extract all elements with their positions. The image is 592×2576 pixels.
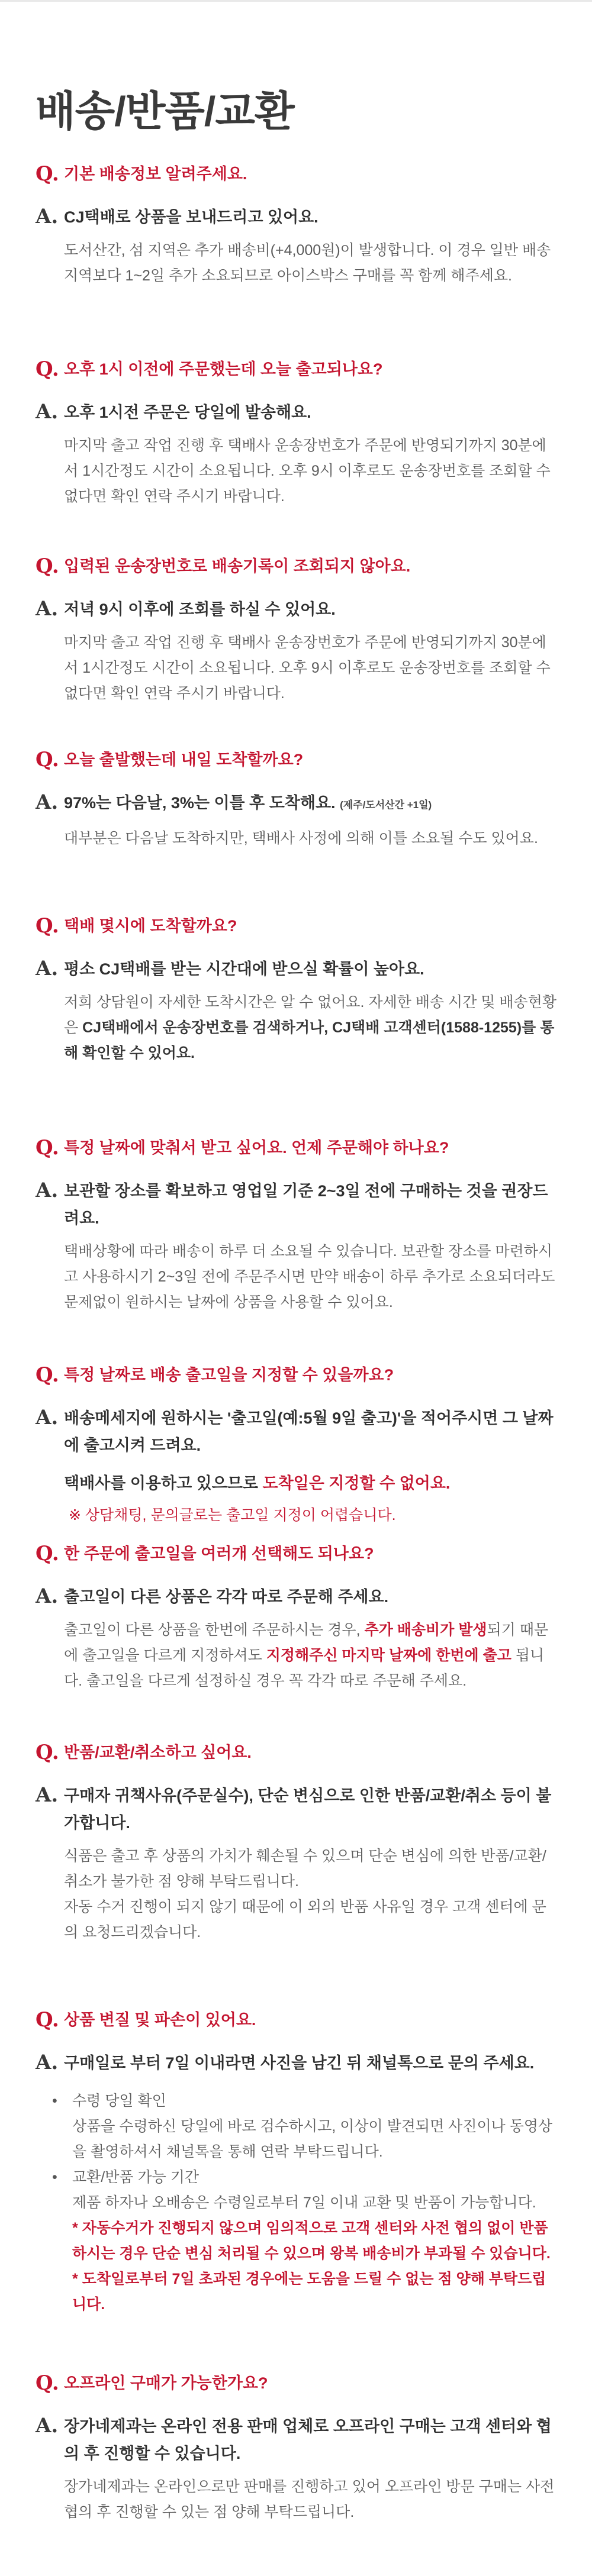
question-marker: Q. — [36, 1741, 59, 1764]
question-text: 오후 1시 이전에 주문했는데 오늘 출고되나요? — [64, 360, 383, 378]
faq-question — [36, 1739, 556, 1765]
question-marker: Q. — [36, 748, 59, 771]
faq-question — [36, 1541, 556, 1567]
answer-description: 식품은 출고 후 상품의 가치가 훼손될 수 있으며 단순 변심에 의한 반품/교환/취소가 불가한 점 양해 부탁드립니다. — [64, 1848, 546, 1890]
bullet-item — [52, 2165, 556, 2317]
question-marker: Q. — [36, 1542, 59, 1565]
answer-marker: A. — [36, 957, 59, 980]
answer-note: ※ 상담채팅, 문의글로는 출고일 지정이 어렵습니다. — [69, 1507, 396, 1523]
question-marker: Q. — [36, 1363, 59, 1387]
question-text: 특정 날짜로 배송 출고일을 지정할 수 있을까요? — [64, 1366, 394, 1384]
faq-question — [36, 553, 556, 579]
answer-heading: 구매일로 부터 7일 이내라면 사진을 남긴 뒤 채널톡으로 문의 주세요. — [64, 2054, 535, 2072]
answer-heading: 보관할 장소를 확보하고 영업일 기준 2~3일 전에 구매하는 것을 권장드려요. — [64, 1182, 548, 1227]
answer-heading-2: 택배사를 이용하고 있으므로 도착일은 지정할 수 없어요. — [64, 1474, 451, 1492]
answer-heading: CJ택배로 상품을 보내드리고 있어요. — [64, 208, 318, 226]
faq-question — [36, 913, 556, 939]
answer-description: 마지막 출고 작업 진행 후 택배사 운송장번호가 주문에 반영되기까지 30분에서 1시간정도 시간이 소요됩니다. 오후 9시 이후로도 운송장번호를 조회할 수 없다면 확인 연락 주시기 바랍니다. — [64, 634, 551, 702]
faq-item-return-exchange — [36, 1739, 556, 1945]
answer-heading: 출고일이 다른 상품은 각각 따로 주문해 주세요. — [64, 1588, 389, 1606]
faq-answer — [36, 955, 556, 1066]
question-marker: Q. — [36, 1136, 59, 1160]
answer-marker: A. — [36, 2414, 59, 2438]
faq-item-ship-date — [36, 1362, 556, 1528]
answer-description: 출고일이 다른 상품을 한번에 주문하시는 경우, 추가 배송비가 발생되기 때문에 출고일을 다르게 지정하셔도 지정해주신 마지막 날짜에 한번에 출고 됩니다. 출고일을 다르게 설정하실 경우 꼭 각각 따로 주문해 주세요. — [64, 1622, 549, 1689]
faq-question — [36, 161, 556, 187]
answer-heading: 장가네제과는 온라인 전용 판매 업체로 오프라인 구매는 고객 센터와 협의 후 진행할 수 있습니다. — [64, 2417, 552, 2462]
answer-description: 저희 상담원이 자세한 도착시간은 알 수 없어요. 자세한 배송 시간 및 배송현황은 CJ택배에서 운송장번호를 검색하거나, CJ택배 고객센터(1588-1255)를 통해 확인할 수 있어요. — [64, 994, 557, 1061]
faq-question — [36, 2370, 556, 2396]
faq-answer — [36, 1177, 556, 1315]
question-marker: Q. — [36, 357, 59, 381]
question-text: 상품 변질 및 파손이 있어요. — [64, 2011, 256, 2029]
faq-answer — [36, 1782, 556, 1945]
answer-description: 마지막 출고 작업 진행 후 택배사 운송장번호가 주문에 반영되기까지 30분에서 1시간정도 시간이 소요됩니다. 오후 9시 이후로도 운송장번호를 조회할 수 없다면 확인 연락 주시기 바랍니다. — [64, 437, 551, 505]
answer-heading: 배송메세지에 원하시는 '출고일(예:5월 9일 출고)'을 적어주시면 그 날짜에 출고시켜 드려요. — [64, 1409, 554, 1454]
question-marker: Q. — [36, 914, 59, 938]
answer-marker: A. — [36, 2051, 59, 2074]
answer-marker: A. — [36, 1406, 59, 1429]
question-marker: Q. — [36, 162, 59, 186]
faq-answer — [36, 399, 556, 509]
faq-answer — [36, 789, 556, 851]
question-marker: Q. — [36, 2371, 59, 2395]
answer-marker: A. — [36, 205, 59, 228]
faq-answer — [36, 2049, 556, 2077]
faq-item-tracking — [36, 553, 556, 706]
answer-marker: A. — [36, 1179, 59, 1202]
faq-answer — [36, 1405, 556, 1528]
faq-answer — [36, 1583, 556, 1694]
faq-answer — [36, 2413, 556, 2525]
question-text: 특정 날짜에 맞춰서 받고 싶어요. 언제 주문해야 하나요? — [64, 1139, 449, 1157]
faq-item-multiple-dates — [36, 1541, 556, 1694]
bullet-title: • 교환/반품 가능 기간 — [72, 2169, 200, 2186]
question-marker: Q. — [36, 554, 59, 578]
bullet-warning: * 자동수거가 진행되지 않으며 임의적으로 고객 센터와 사전 협의 없이 반품하시는 경우 단순 변심 처리될 수 있으며 왕복 배송비가 부과될 수 있습니다. — [72, 2220, 551, 2262]
page-title: 배송/반품/교환 — [36, 88, 294, 134]
faq-question — [36, 2007, 556, 2033]
answer-heading-note: (제주/도서산간 +1일) — [340, 799, 432, 811]
answer-bullet-list — [36, 2088, 556, 2317]
faq-item-same-day-shipping — [36, 356, 556, 509]
answer-description-2: 자동 수거 진행이 되지 않기 때문에 이 외의 반품 사유일 경우 고객 센터에 문의 요청드리겠습니다. — [64, 1899, 546, 1941]
bullet-description: 제품 하자나 오배송은 수령일로부터 7일 이내 교환 및 반품이 가능합니다. — [72, 2194, 536, 2211]
question-text: 입력된 운송장번호로 배송기록이 조회되지 않아요. — [64, 557, 411, 575]
answer-heading: 평소 CJ택배를 받는 시간대에 받으실 확률이 높아요. — [64, 960, 424, 978]
question-text: 기본 배송정보 알려주세요. — [64, 165, 247, 183]
faq-item-offline-purchase — [36, 2370, 556, 2525]
answer-heading: 97%는 다음날, 3%는 이틀 후 도착해요. (제주/도서산간 +1일) — [64, 794, 432, 812]
question-text: 한 주문에 출고일을 여러개 선택해도 되나요? — [64, 1545, 374, 1563]
bullet-title: • 수령 당일 확인 — [72, 2093, 166, 2109]
bullet-item — [52, 2088, 556, 2165]
question-marker: Q. — [36, 2008, 59, 2032]
question-text: 택배 몇시에 도착할까요? — [64, 917, 237, 935]
faq-item-shipping-info — [36, 161, 556, 289]
answer-description: 장가네제과는 온라인으로만 판매를 진행하고 있어 오프라인 방문 구매는 사전 협의 후 진행할 수 있는 점 양해 부탁드립니다. — [64, 2478, 555, 2520]
faq-question — [36, 356, 556, 382]
answer-description: 도서산간, 섬 지역은 추가 배송비(+4,000원)이 발생합니다. 이 경우 일반 배송지역보다 1~2일 추가 소요되므로 아이스박스 구매를 꼭 함께 해주세요. — [64, 242, 551, 284]
faq-item-damaged-product — [36, 2007, 556, 2317]
top-divider — [0, 0, 592, 2]
faq-answer — [36, 596, 556, 706]
faq-question — [36, 1362, 556, 1388]
bullet-description: 상품을 수령하신 당일에 바로 검수하시고, 이상이 발견되면 사진이나 동영상을 촬영하셔서 채널톡을 통해 연락 부탁드립니다. — [72, 2118, 553, 2160]
question-text: 오프라인 구매가 가능한가요? — [64, 2374, 268, 2392]
faq-question — [36, 747, 556, 773]
faq-question — [36, 1135, 556, 1161]
answer-marker: A. — [36, 1584, 59, 1608]
bullet-warning: * 도착일로부터 7일 초과된 경우에는 도움을 드릴 수 없는 점 양해 부탁드립니다. — [72, 2271, 546, 2313]
faq-item-arrival-time — [36, 913, 556, 1066]
answer-description: 대부분은 다음날 도착하지만, 택배사 사정에 의해 이틀 소요될 수도 있어요. — [64, 830, 538, 847]
answer-marker: A. — [36, 400, 59, 424]
cj-contact-info: CJ택배에서 운송장번호를 검색하거나, CJ택배 고객센터(1588-1255)를 통해 확인할 수 있어요. — [64, 1019, 555, 1061]
faq-answer — [36, 204, 556, 289]
answer-marker: A. — [36, 597, 59, 621]
answer-heading: 저녁 9시 이후에 조회를 하실 수 있어요. — [64, 601, 336, 618]
answer-marker: A. — [36, 1783, 59, 1807]
faq-item-next-day-arrival — [36, 747, 556, 851]
answer-description: 택배상황에 따라 배송이 하루 더 소요될 수 있습니다. 보관할 장소를 마련하시고 사용하시기 2~3일 전에 주문주시면 만약 배송이 하루 추가로 소요되더라도 문제없이 원하시는 날짜에 상품을 사용할 수 있어요. — [64, 1243, 555, 1310]
question-text: 반품/교환/취소하고 싶어요. — [64, 1744, 252, 1761]
answer-heading: 구매자 귀책사유(주문실수), 단순 변심으로 인한 반품/교환/취소 등이 불가합니다. — [64, 1787, 552, 1832]
question-text: 오늘 출발했는데 내일 도착할까요? — [64, 751, 304, 769]
faq-item-specific-date-order — [36, 1135, 556, 1315]
answer-marker: A. — [36, 790, 59, 814]
answer-heading: 오후 1시전 주문은 당일에 발송해요. — [64, 403, 311, 421]
